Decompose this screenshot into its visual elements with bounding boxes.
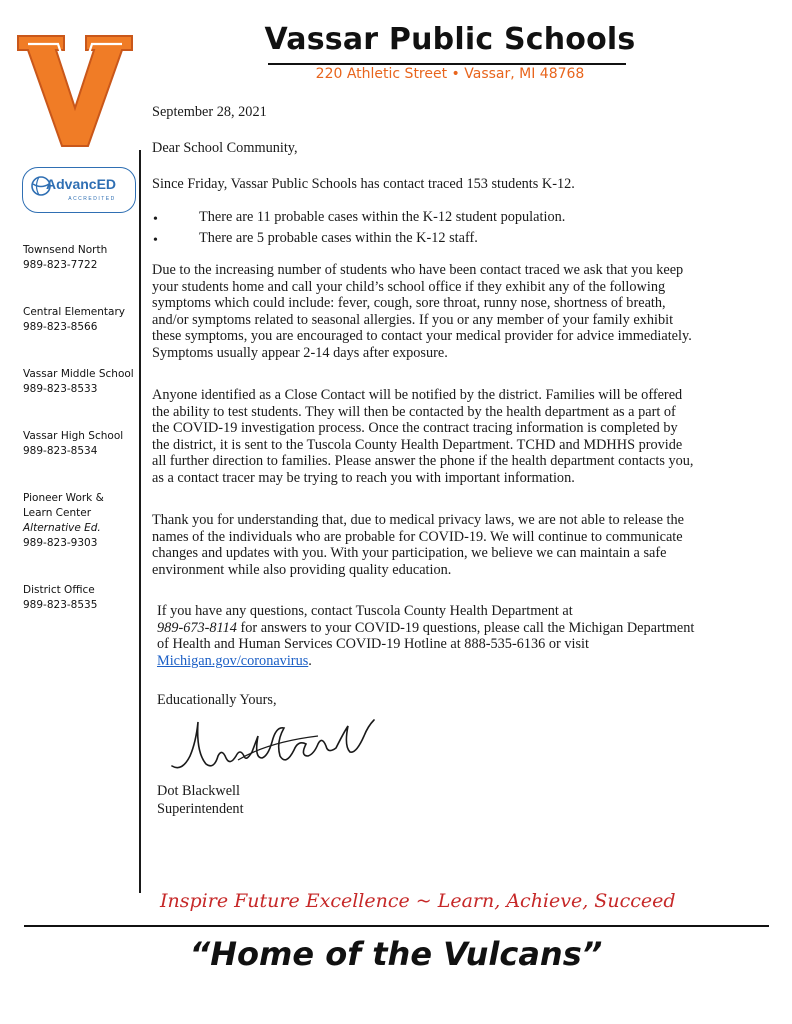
sidebar-line: Alternative Ed. [23, 522, 101, 534]
paragraph-line: the district, it is sent to the Tuscola County Health Department. TCHD and MDHHS provide [152, 436, 683, 453]
letter-closing: Educationally Yours, [157, 692, 277, 708]
paragraph-questions [157, 603, 757, 669]
handwritten-signature [168, 712, 378, 790]
sidebar-line: Townsend North [23, 244, 108, 256]
letter-date: September 28, 2021 [152, 104, 267, 120]
sidebar-phone: 989-823-8535 [23, 599, 98, 611]
sidebar-vassar-high [23, 429, 141, 459]
header-rule [268, 63, 626, 65]
paragraph-line: all further direction to families. Please answer the phone if the health department contacts you, [152, 453, 694, 470]
paragraph-line: symptoms which could include: fever, cough, sore throat, runny nose, shortness of breath, [152, 295, 666, 312]
footer-rule [24, 925, 769, 927]
sidebar-district-office [23, 583, 141, 613]
paragraph-line: Due to the increasing number of students who have been contact traced we ask that you keep [152, 262, 684, 278]
paragraph-line: the ability to test students. They will then be contacted by the health department as a part of [152, 403, 676, 420]
school-name: Vassar Public Schools [264, 22, 636, 57]
school-address: 220 Athletic Street • Vassar, MI 48768 [315, 66, 585, 82]
paragraph-line: changes and updates with you. With your participation, we believe we can maintain a safe [152, 545, 667, 562]
paragraph-line: Symptoms usually appear 2-14 days after exposure. [152, 344, 448, 361]
advanced-sub: ACCREDITED [68, 196, 116, 202]
vulcans-tagline: “Home of the Vulcans” [189, 935, 603, 973]
sidebar-townsend-north [23, 243, 141, 273]
sidebar-phone: 989-823-8534 [23, 445, 98, 457]
paragraph-line [157, 653, 757, 670]
paragraph-line: these symptoms, you are encouraged to contact your medical provider for advice immediately. [152, 328, 692, 345]
paragraph-line [157, 620, 757, 637]
sidebar-line: Learn Center [23, 507, 92, 519]
signer-name: Dot Blackwell [157, 783, 240, 799]
paragraph-line: of Health and Human Services COVID-19 Hotline at 888-535-6136 or visit [157, 636, 589, 653]
vassar-v-logo [14, 30, 136, 152]
paragraph-symptoms [152, 262, 752, 362]
sidebar-line: Vassar High School [23, 430, 124, 442]
bullet-marker: • [153, 212, 158, 227]
paragraph-line: Thank you for understanding that, due to medical privacy laws, we are not able to release the [152, 512, 684, 528]
sidebar-central-elementary [23, 305, 141, 335]
paragraph-line: and/or symptoms related to seasonal allergies. If you or any member of your family exhibit [152, 311, 674, 328]
sidebar-vassar-middle [23, 367, 141, 397]
sidebar-phone: 989-823-9303 [23, 537, 98, 549]
paragraph-line: your students home and call your child’s school office if they exhibit any of the following [152, 278, 666, 295]
sidebar-phone: 989-823-8566 [23, 321, 98, 333]
paragraph-privacy [152, 512, 752, 578]
period: . [308, 652, 312, 669]
sidebar-line: Pioneer Work & [23, 492, 104, 504]
paragraph-line: as a contact tracer may be trying to reach you with important information. [152, 469, 575, 486]
paragraph-line: If you have any questions, contact Tuscola County Health Department at [157, 603, 573, 619]
coronavirus-link[interactable]: Michigan.gov/coronavirus [157, 652, 309, 669]
sidebar-line: Vassar Middle School [23, 368, 134, 380]
sidebar-rule [139, 150, 141, 893]
paragraph-close-contact [152, 387, 752, 487]
signer-title: Superintendent [157, 801, 244, 817]
bullet-item: There are 11 probable cases within the K-12 student population. [199, 209, 566, 225]
paragraph-line-rest: for answers to your COVID-19 questions, please call the Michigan Department [236, 619, 695, 636]
paragraph-line: names of the individuals who are probable for COVID-19. We will continue to communicate [152, 528, 683, 545]
school-motto: Inspire Future Excellence ~ Learn, Achieve, Succeed [160, 890, 676, 912]
paragraph-line: Anyone identified as a Close Contact will be notified by the district. Families will be offered [152, 387, 683, 403]
sidebar-line: Central Elementary [23, 306, 126, 318]
advanced-name: AdvancED [46, 176, 117, 192]
sidebar-phone: 989-823-8533 [23, 383, 98, 395]
paragraph-line: environment while also providing quality education. [152, 561, 452, 578]
letter-salutation: Dear School Community, [152, 140, 298, 156]
sidebar-pioneer [23, 491, 141, 551]
health-dept-phone: 989-673-8114 [157, 619, 237, 636]
sidebar-line: District Office [23, 584, 95, 596]
sidebar-phone: 989-823-7722 [23, 259, 98, 271]
bullet-item: There are 5 probable cases within the K-12 staff. [199, 230, 478, 246]
paragraph-line: the COVID-19 investigation process. Once the contract tracing information is completed by [152, 420, 678, 437]
bullet-marker: • [153, 233, 158, 248]
letter-intro: Since Friday, Vassar Public Schools has contact traced 153 students K-12. [152, 176, 575, 192]
